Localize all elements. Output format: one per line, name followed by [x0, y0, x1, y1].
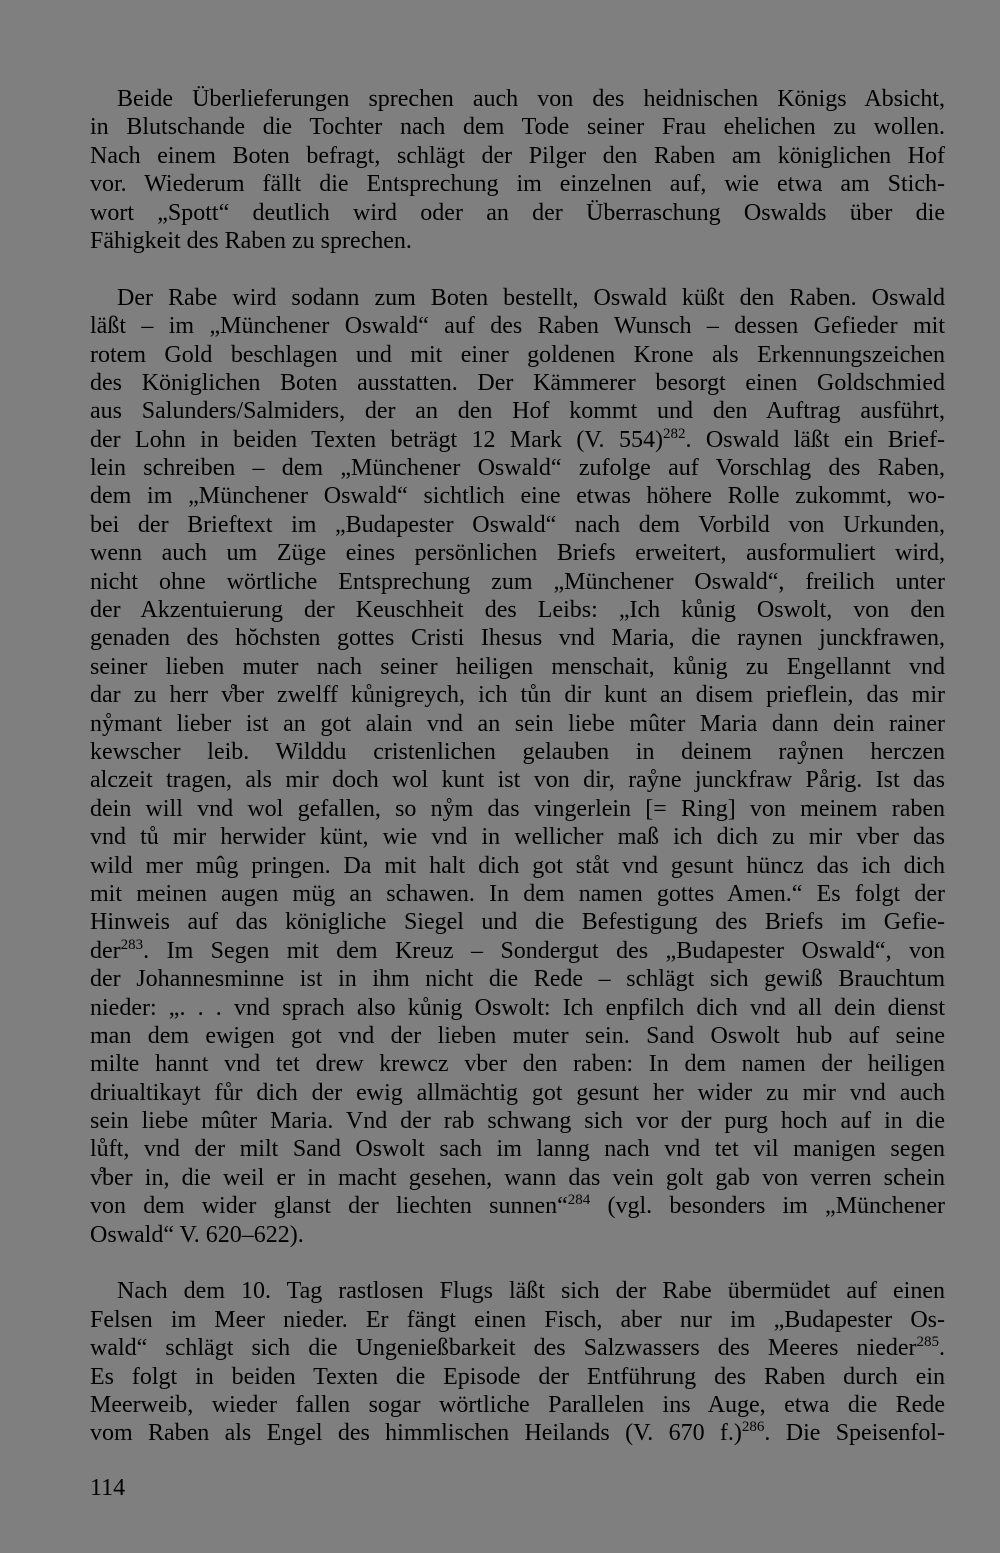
line-text: wenn auch um Züge eines persönlichen Briefs erweitert, ausformuliert wird,	[90, 540, 945, 567]
text-line	[90, 170, 945, 198]
text-line	[90, 426, 945, 454]
line-text: seiner lieben muter nach seiner heiligen menschait, kůnig zu Engellannt vnd	[90, 653, 945, 680]
body-text	[90, 85, 945, 1476]
text-line	[90, 397, 945, 425]
text-line	[90, 710, 945, 738]
text-line	[90, 795, 945, 823]
text-line	[90, 113, 945, 141]
line-text: bei der Brieftext im „Budapester Oswald“ nach dem Vorbild von Urkunden,	[90, 511, 945, 538]
text-line	[90, 1164, 945, 1192]
line-text: Hinweis auf das königliche Siegel und die Befestigung des Briefs im Gefie-	[90, 909, 945, 936]
text-line	[90, 653, 945, 681]
line-text: vnd tů mir herwider künt, wie vnd in wellicher maß ich dich zu mir vber das	[90, 824, 945, 851]
text-line	[90, 852, 945, 880]
line-text: milte hannt vnd tet drew krewcz vber den raben: In dem namen der heiligen	[90, 1051, 945, 1078]
page-number: 114	[90, 1475, 126, 1501]
line-text: des Königlichen Boten ausstatten. Der Kämmerer besorgt einen Goldschmied	[90, 369, 945, 396]
line-text: Nach einem Boten befragt, schlägt der Pilger den Raben am königlichen Hof	[90, 142, 945, 169]
line-text: . Oswald läßt ein Brief-	[685, 426, 946, 453]
line-text: wort „Spott“ deutlich wird oder an der Überraschung Oswalds über die	[90, 199, 945, 226]
text-line	[90, 1334, 945, 1362]
line-text: man dem ewigen got vnd der lieben muter sein. Sand Oswolt hub auf seine	[90, 1022, 945, 1049]
line-text: aus Salunders/Salmiders, der an den Hof kommt und den Auftrag ausführt,	[90, 398, 945, 425]
line-text: von dem wider glanst der liechten sunnen“	[90, 1193, 568, 1220]
line-text: nẙmant lieber ist an got alain vnd an sein liebe mûter Maria dann dein rainer	[90, 710, 945, 737]
text-line	[90, 681, 945, 709]
text-line	[90, 937, 945, 965]
footnote-ref: 286	[741, 1419, 765, 1436]
footnote-ref: 285	[916, 1334, 939, 1351]
text-line	[90, 568, 945, 596]
text-line	[90, 482, 945, 510]
line-text: wald“ schlägt sich die Ungenießbarkeit des Salzwassers des Meeres nieder	[90, 1335, 917, 1362]
line-text: nicht ohne wörtliche Entsprechung zum „Münchener Oswald“, freilich unter	[90, 568, 945, 595]
text-line	[90, 880, 945, 908]
line-text: genaden des hŏchsten gottes Cristi Ihesus vnd Maria, die raynen junckfrawen,	[90, 625, 945, 652]
line-text: . Die Speisenfol-	[764, 1420, 946, 1447]
line-text: lůft, vnd der milt Sand Oswolt sach im lanng nach vnd tet vil manigen segen	[90, 1136, 945, 1163]
line-text: . Im Segen mit dem Kreuz – Sondergut des „Budapester Oswald“, von	[143, 937, 945, 964]
text-line	[90, 142, 945, 170]
paragraph	[90, 284, 945, 1249]
line-text: der	[90, 937, 121, 964]
line-text: wild mer mûg pringen. Da mit halt dich got ståt vnd gesunt hüncz das ich dich	[90, 852, 945, 879]
text-line	[90, 908, 945, 936]
text-line	[90, 738, 945, 766]
line-text: nieder: „. . . vnd sprach also kůnig Oswolt: Ich enpfilch dich vnd all dein dienst	[90, 994, 945, 1021]
line-text: v̊ber in, die weil er in macht gesehen, wann das vein golt gab von verren schein	[90, 1164, 945, 1191]
text-line	[90, 994, 945, 1022]
paragraph	[90, 85, 945, 255]
line-text: Oswald“ V. 620–622).	[90, 1221, 304, 1248]
text-line	[90, 1107, 945, 1135]
line-text: rotem Gold beschlagen und mit einer goldenen Krone als Erkennungszeichen	[90, 341, 945, 368]
line-text: der Lohn in beiden Texten beträgt 12 Mark (V. 554)	[90, 426, 663, 453]
text-line	[90, 766, 945, 794]
line-text: dar zu herr v̊ber zwelff kůnigreych, ich tůn dir kunt an disem prieflein, das mir	[90, 682, 945, 709]
text-line	[90, 1050, 945, 1078]
text-line	[90, 227, 945, 255]
line-text: Meerweib, wieder fallen sogar wörtliche Parallelen ins Auge, etwa die Rede	[90, 1391, 945, 1418]
line-text: lein schreiben – dem „Münchener Oswald“ zufolge auf Vorschlag des Raben,	[90, 455, 945, 482]
line-text: der Johannesminne ist in ihm nicht die Rede – schlägt sich gewiß Brauchtum	[90, 966, 945, 993]
paragraph	[90, 1277, 945, 1447]
line-text: dem im „Münchener Oswald“ sichtlich eine etwas höhere Rolle zukommt, wo-	[90, 483, 945, 510]
line-text: (vgl. besonders im „Münchener	[590, 1193, 945, 1220]
text-line	[90, 284, 945, 312]
line-text: dein will vnd wol gefallen, so nẙm das vingerlein [= Ring] von meinem raben	[90, 795, 945, 822]
text-line	[90, 1419, 945, 1447]
text-line	[90, 1306, 945, 1334]
line-text: .	[939, 1335, 945, 1362]
line-text: Es folgt in beiden Texten die Episode der Entführung des Raben durch ein	[90, 1363, 945, 1390]
line-text: der Akzentuierung der Keuschheit des Leibs: „Ich kůnig Oswolt, von den	[90, 597, 945, 624]
text-line	[90, 1221, 945, 1249]
text-line	[90, 1277, 945, 1305]
text-line	[90, 85, 945, 113]
line-text: Beide Überlieferungen sprechen auch von des heidnischen Königs Absicht,	[117, 86, 945, 112]
text-line	[90, 369, 945, 397]
text-line	[90, 539, 945, 567]
footnote-ref: 284	[567, 1192, 591, 1209]
text-line	[90, 1022, 945, 1050]
line-text: Fähigkeit des Raben zu sprechen.	[90, 227, 412, 254]
text-line	[90, 1391, 945, 1419]
text-line	[90, 596, 945, 624]
line-text: vor. Wiederum fällt die Entsprechung im einzelnen auf, wie etwa am Stich-	[90, 171, 945, 198]
text-line	[90, 823, 945, 851]
line-text: in Blutschande die Tochter nach dem Tode seiner Frau ehelichen zu wollen.	[90, 114, 945, 141]
text-line	[90, 341, 945, 369]
text-line	[90, 1079, 945, 1107]
line-text: Nach dem 10. Tag rastlosen Flugs läßt sich der Rabe übermüdet auf einen	[117, 1278, 945, 1305]
footnote-ref: 282	[662, 425, 686, 442]
text-line	[90, 1363, 945, 1391]
line-text: mit meinen augen müg an schawen. In dem namen gottes Amen.“ Es folgt der	[90, 880, 945, 907]
text-line	[90, 1192, 945, 1220]
line-text: kewscher leib. Wilddu cristenlichen gelauben in deinem raẙnen herczen	[90, 738, 945, 765]
line-text: sein liebe mûter Maria. Vnd der rab schwang sich vor der purg hoch auf in die	[90, 1108, 945, 1135]
line-text: läßt – im „Münchener Oswald“ auf des Raben Wunsch – dessen Gefieder mit	[90, 313, 945, 340]
line-text: vom Raben als Engel des himmlischen Heilands (V. 670 f.)	[90, 1420, 742, 1447]
text-line	[90, 624, 945, 652]
line-text: alczeit tragen, als mir doch wol kunt ist von dir, raẙne junckfraw Pårig. Ist das	[90, 767, 945, 794]
line-text: driualtikayt fůr dich der ewig allmächtig got gesunt her wider zu mir vnd auch	[90, 1079, 945, 1106]
text-line	[90, 511, 945, 539]
text-line	[90, 1135, 945, 1163]
text-line	[90, 965, 945, 993]
line-text: Felsen im Meer nieder. Er fängt einen Fisch, aber nur im „Budapester Os-	[90, 1306, 945, 1333]
text-line	[90, 312, 945, 340]
line-text: Der Rabe wird sodann zum Boten bestellt, Oswald küßt den Raben. Oswald	[117, 284, 945, 311]
text-line	[90, 454, 945, 482]
footnote-ref: 283	[120, 936, 144, 953]
text-line	[90, 199, 945, 227]
